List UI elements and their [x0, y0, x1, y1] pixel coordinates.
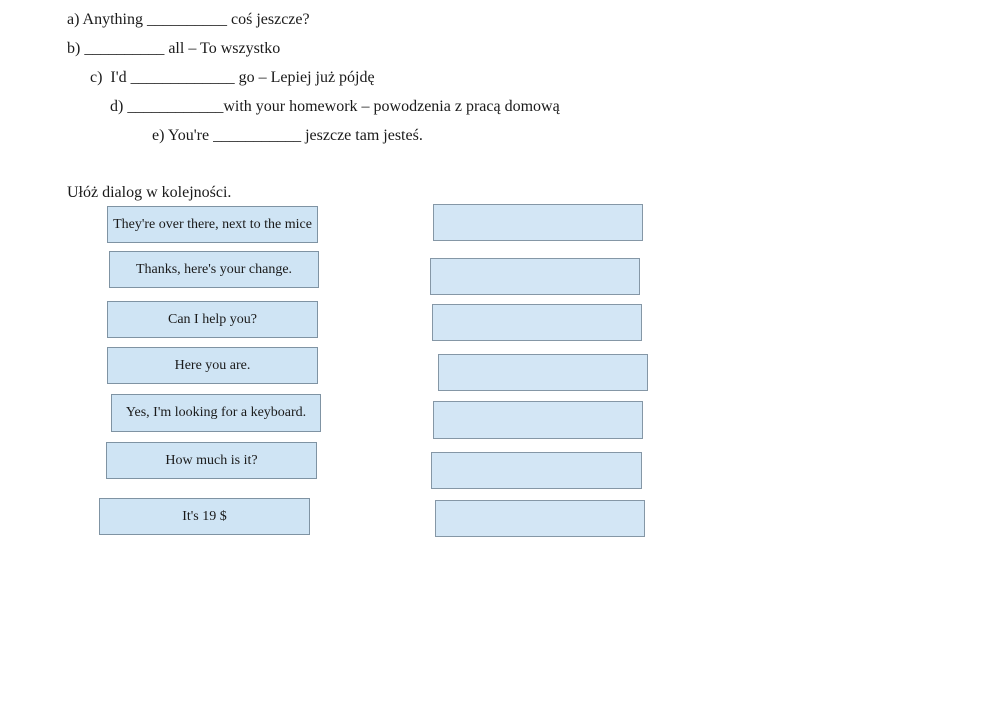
- drop-slot-4[interactable]: [438, 354, 648, 391]
- exercise-line-c: c) I'd _____________ go – Lepiej już pójdę: [90, 69, 375, 86]
- drop-slot-3[interactable]: [432, 304, 642, 341]
- dialog-instruction: Ułóż dialog w kolejności.: [67, 184, 232, 201]
- dialog-card[interactable]: They're over there, next to the mice: [107, 206, 318, 243]
- dialog-card[interactable]: Here you are.: [107, 347, 318, 384]
- exercise-line-e: e) You're ___________ jeszcze tam jesteś.: [152, 127, 423, 144]
- dialog-card[interactable]: Can I help you?: [107, 301, 318, 338]
- dialog-card[interactable]: It's 19 $: [99, 498, 310, 535]
- dialog-card[interactable]: Thanks, here's your change.: [109, 251, 319, 288]
- drop-slot-6[interactable]: [431, 452, 642, 489]
- exercise-line-d: d) ____________with your homework – powodzenia z pracą domową: [110, 98, 560, 115]
- drop-slot-2[interactable]: [430, 258, 640, 295]
- exercise-line-a: a) Anything __________ coś jeszcze?: [67, 11, 310, 28]
- drop-slot-7[interactable]: [435, 500, 645, 537]
- dialog-card[interactable]: How much is it?: [106, 442, 317, 479]
- drop-slot-5[interactable]: [433, 401, 643, 439]
- drop-slot-1[interactable]: [433, 204, 643, 241]
- exercise-line-b: b) __________ all – To wszystko: [67, 40, 281, 57]
- dialog-card[interactable]: Yes, I'm looking for a keyboard.: [111, 394, 321, 432]
